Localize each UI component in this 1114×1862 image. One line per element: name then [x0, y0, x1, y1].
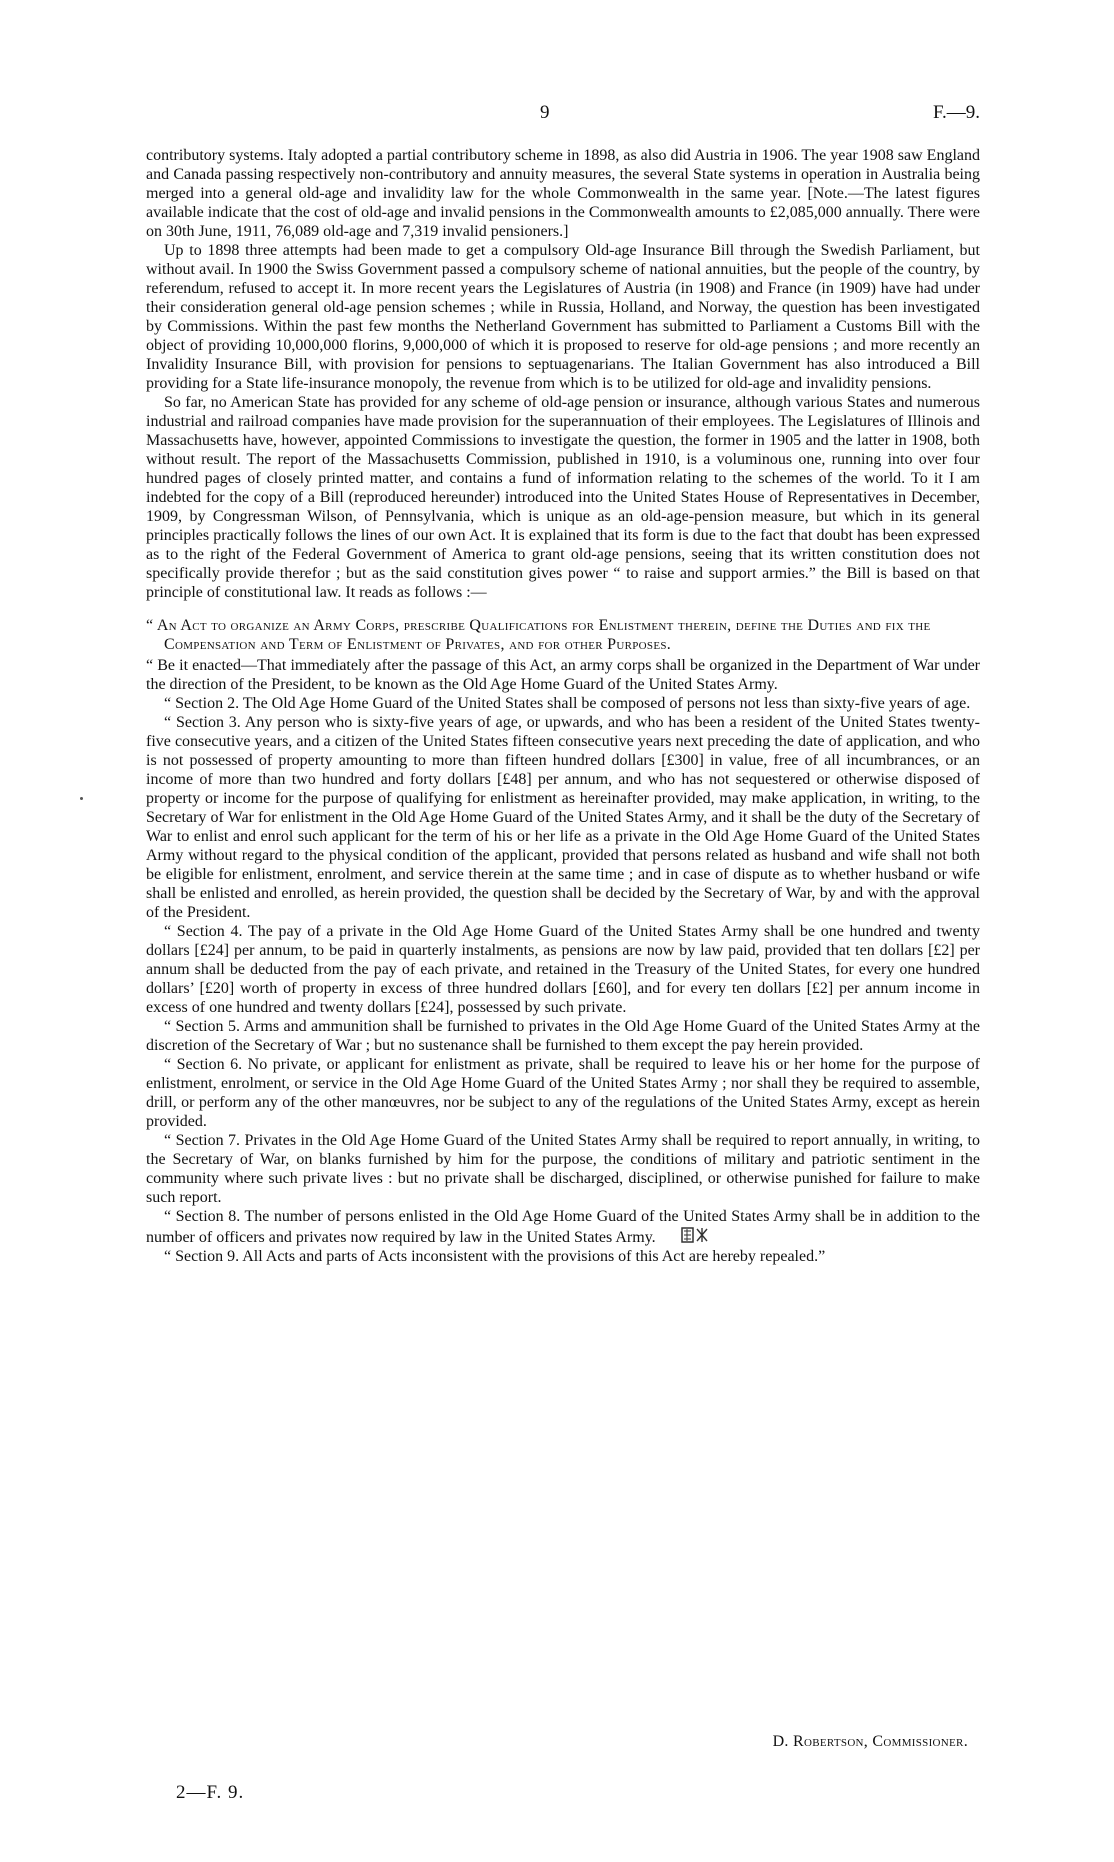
act-section-3: “ Section 3. Any person who is sixty-five years of age, or upwards, and who has been a resident of the United States twenty-five consecutive years, and a citizen of the United States fifteen consecutive years next preceding the date of application, and who is not possessed of property amounting to more than fifteen hundred dollars [£300] in value, free of all incumbrances, or an income of more than two hundred and forty dollars [£48] per annum, and who has not sequestered or otherwise disposed of property or income for the purpose of qualifying for enlistment as hereinafter provided, may make application, in writing, to the Secretary of War for enlistment in the Old Age Home Guard of the United States Army, and it shall be the duty of the Secretary of War to enlist and enrol such applicant for the term of his or her life as a private in the Old Age Home Guard of the United States Army without regard to the physical condition of the applicant, provided that persons related as husband and wife shall not both be eligible for enlistment, enrolment, and service therein at the same time ; and in case of dispute as to whether husband or wife shall be enlisted and enrolled, as herein provided, the question shall be decided by the Secretary of War, by and with the approval of the President.	[146, 714, 980, 921]
page-header	[146, 102, 980, 128]
margin-mark	[80, 797, 83, 800]
act-enacting-clause: “ Be it enacted—That immediately after the passage of this Act, an army corps shall be organized in the Department of War under the direction of the President, to be known as the Old Age Home Guard of the United States Army.	[146, 657, 980, 693]
page-footer-code: 2—F. 9.	[176, 1782, 245, 1803]
act-section-6: “ Section 6. No private, or applicant for enlistment as private, shall be required to leave his or her home for the purpose of enlistment, enrolment, or service in the Old Age Home Guard of the United States Army ; nor shall they be required to assemble, drill, or perform any of the other manœuvres, nor be subject to any of the regulations of the United States Army, except as herein provided.	[146, 1056, 980, 1130]
paragraph-european-schemes: Up to 1898 three attempts had been made to get a compulsory Old-age Insurance Bill through the Swedish Parliament, but without avail. In 1900 the Swiss Government passed a compulsory scheme of national annuities, but the people of the country, by referendum, refused to accept it. In more recent years the Legislatures of Austria (in 1908) and France (in 1909) have had under their consideration general old-age pension schemes ; while in Russia, Holland, and Norway, the question has been investigated by Commissions. Within the past few months the Netherland Government has submitted to Parliament a Customs Bill with the object of providing 10,000,000 florins, 9,000,000 of which it is proposed to reserve for old-age pensions ; and more recently an Invalidity Insurance Bill, with provision for pensions to septuagenarians. The Italian Government has also introduced a Bill providing for a State life-insurance monopoly, the revenue from which is to be utilized for old-age and invalidity pensions.	[146, 242, 980, 392]
page-number: 9	[540, 102, 550, 123]
act-section-7: “ Section 7. Privates in the Old Age Home Guard of the United States Army shall be required to report annually, in writing, to the Secretary of War, on blanks furnished by him for the purpose, the conditions of military and patriotic sentiment in the community where such private lives : but no private shall be discharged, disciplined, or otherwise punished for failure to make such report.	[146, 1132, 980, 1206]
document-reference-code: F.—9.	[932, 102, 980, 123]
act-section-8-text: “ Section 8. The number of persons enlisted in the Old Age Home Guard of the United States Army shall be in addition to the number of officers and privates now required by law in the United States Army.	[146, 1208, 980, 1246]
spacer	[146, 602, 980, 616]
act-section-5: “ Section 5. Arms and ammunition shall be furnished to privates in the Old Age Home Guard of the United States Army at the discretion of the Secretary of War ; but no sustenance shall be furnished to them except the pay herein provided.	[146, 1018, 980, 1054]
act-section-2: “ Section 2. The Old Age Home Guard of the United States shall be composed of persons not less than sixty-five years of age.	[164, 695, 971, 712]
commissioner-signature: D. Robertson, Commissioner.	[772, 1733, 968, 1750]
act-section-9: “ Section 9. All Acts and parts of Acts inconsistent with the provisions of this Act are hereby repealed.”	[164, 1248, 826, 1265]
act-section-4: “ Section 4. The pay of a private in the Old Age Home Guard of the United States Army shall be one hundred and twenty dollars [£24] per annum, to be paid in quarterly instalments, as pensions are now by law paid, provided that ten dollars [£2] per annum shall be deducted from the pay of each private, and retained in the Treasury of the United States, for every one hundred dollars’ [£20] worth of property in excess of three hundred dollars [£60], and for every ten dollars [£2] per annum income in excess of one hundred and twenty dollars [£24], possessed by such private.	[146, 923, 980, 1016]
document-body	[146, 146, 980, 1266]
paragraph-american-states: So far, no American State has provided for any scheme of old-age pension or insurance, although various States and numerous industrial and railroad companies have made provision for the superannuation of their employees. The Legislatures of Illinois and Massachusetts have, however, appointed Commissions to investigate the question, the former in 1905 and the latter in 1908, both without result. The report of the Massachusetts Commission, published in 1910, is a voluminous one, running into over four hundred pages of closely printed matter, and contains a fund of information relating to the schemes of the world. To it I am indebted for the copy of a Bill (reproduced hereunder) introduced into the United States House of Representatives in December, 1909, by Congressman Wilson, of Pennsylvania, which is unique as an old-age-pension measure, but which in its general principles practically follows the lines of our own Act. It is explained that its form is due to the fact that doubt has been expressed as to the right of the Federal Government of America to grant old-age pensions, seeing that its written constitution does not specifically provide therefor ; but as the said constitution gives power “ to raise and support armies.” the Bill is based on that principle of constitutional law. It reads as follows :—	[146, 394, 980, 601]
stamp-mark-icon	[680, 1226, 710, 1244]
act-title: “ An Act to organize an Army Corps, prescribe Qualifications for Enlistment therein, define the Duties and fix the Compensation and Term of Enlistment of Privates, and for other Purposes.	[146, 617, 931, 653]
act-section-8	[146, 1207, 980, 1247]
paragraph-contributory-systems: contributory systems. Italy adopted a partial contributory scheme in 1898, as also did Austria in 1906. The year 1908 saw England and Canada passing respectively non-contributory and annuity measures, the several State systems in operation in Australia being merged into a general old-age and invalidity law for the whole Commonwealth in the same year. [Note.—The latest figures available indicate that the cost of old-age and invalid pensions in the Commonwealth amounts to £2,085,000 annually. There were on 30th June, 1911, 76,089 old-age and 7,319 invalid pensioners.]	[146, 147, 980, 240]
